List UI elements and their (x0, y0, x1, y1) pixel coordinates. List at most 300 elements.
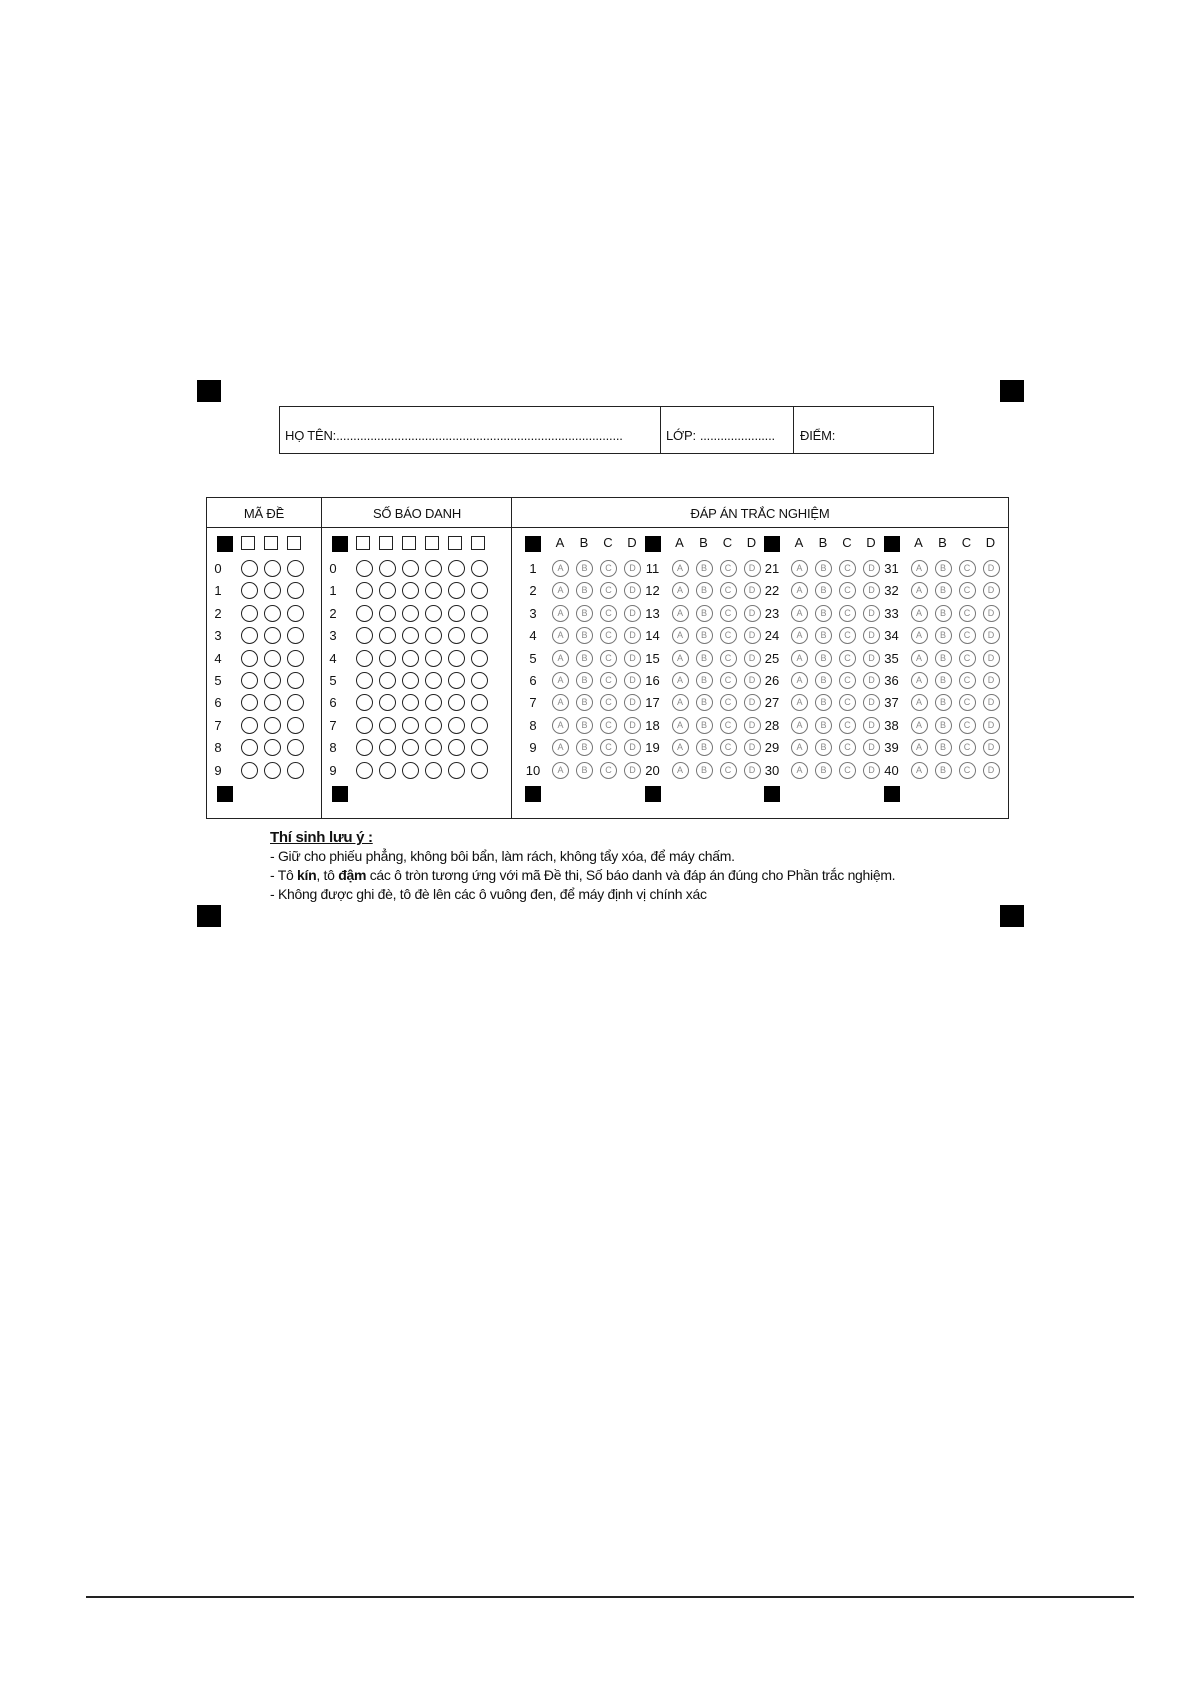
answer-bubble[interactable]: A (672, 605, 689, 622)
exam-code-bubble[interactable] (241, 650, 258, 667)
candidate-number-digit-box[interactable] (379, 536, 393, 550)
candidate-number-bubble[interactable] (471, 717, 488, 734)
answer-bubble[interactable]: C (959, 627, 976, 644)
answer-bubble[interactable]: B (696, 717, 713, 734)
exam-code-bottom-mark (217, 786, 233, 802)
exam-code-digit-box[interactable] (264, 536, 278, 550)
answer-bubble[interactable]: D (624, 627, 641, 644)
answer-bubble[interactable]: C (959, 694, 976, 711)
answer-bubble[interactable]: D (624, 694, 641, 711)
candidate-number-bubble[interactable] (402, 694, 419, 711)
answer-bubble[interactable]: D (863, 582, 880, 599)
answer-bubble[interactable]: C (600, 672, 617, 689)
answer-bubble[interactable]: C (600, 717, 617, 734)
candidate-number-digit-box[interactable] (471, 536, 485, 550)
answer-bubble[interactable]: B (696, 627, 713, 644)
answer-bubble[interactable]: A (552, 762, 569, 779)
exam-code-bubble[interactable] (287, 717, 304, 734)
exam-code-bubble[interactable] (241, 717, 258, 734)
candidate-number-bubble[interactable] (379, 672, 396, 689)
exam-code-bubble[interactable] (264, 560, 281, 577)
candidate-number-bubble[interactable] (356, 694, 373, 711)
answer-bubble[interactable]: B (576, 605, 593, 622)
candidate-number-bubble[interactable] (402, 627, 419, 644)
candidate-number-bubble[interactable] (448, 672, 465, 689)
answer-bubble[interactable]: A (791, 582, 808, 599)
answer-bubble[interactable]: B (815, 605, 832, 622)
candidate-number-bubble[interactable] (356, 650, 373, 667)
exam-code-mark (217, 536, 233, 552)
answer-bubble[interactable]: D (624, 762, 641, 779)
candidate-number-bubble[interactable] (425, 560, 442, 577)
exam-code-bubble[interactable] (287, 672, 304, 689)
answer-bubble[interactable]: A (672, 560, 689, 577)
answer-bubble[interactable]: A (911, 560, 928, 577)
answer-bubble[interactable]: D (863, 762, 880, 779)
answer-bubble[interactable]: A (911, 762, 928, 779)
answer-bubble[interactable]: B (696, 672, 713, 689)
answer-bubble[interactable]: B (935, 582, 952, 599)
answer-bubble[interactable]: C (959, 605, 976, 622)
candidate-number-bubble[interactable] (471, 560, 488, 577)
answer-bubble[interactable]: D (983, 717, 1000, 734)
answer-bubble[interactable]: A (911, 717, 928, 734)
option-header: B (579, 535, 589, 550)
candidate-number-bubble[interactable] (402, 672, 419, 689)
answer-bubble[interactable]: C (839, 605, 856, 622)
option-header: D (866, 535, 876, 550)
candidate-number-bubble[interactable] (471, 627, 488, 644)
candidate-number-bubble[interactable] (471, 650, 488, 667)
answer-bubble[interactable]: A (791, 605, 808, 622)
answer-bubble[interactable]: B (576, 672, 593, 689)
answer-bubble[interactable]: A (911, 582, 928, 599)
candidate-number-bubble[interactable] (402, 717, 419, 734)
candidate-number-bubble[interactable] (356, 605, 373, 622)
answer-bubble[interactable]: C (839, 582, 856, 599)
answer-bubble[interactable]: B (935, 739, 952, 756)
answer-bubble[interactable]: B (576, 560, 593, 577)
candidate-number-bubble[interactable] (425, 672, 442, 689)
option-header: A (675, 535, 684, 550)
candidate-number-bubble[interactable] (379, 762, 396, 779)
candidate-number-bubble[interactable] (356, 560, 373, 577)
question-number: 3 (529, 605, 537, 621)
answer-bubble[interactable]: D (624, 582, 641, 599)
answer-bubble[interactable]: B (935, 672, 952, 689)
answer-bubble[interactable]: B (696, 560, 713, 577)
candidate-number-row-label: 3 (329, 628, 337, 644)
answer-bubble[interactable]: D (744, 762, 761, 779)
answer-bubble[interactable]: A (552, 605, 569, 622)
footer-rule (86, 1596, 1134, 1598)
exam-code-bubble[interactable] (264, 650, 281, 667)
question-number: 19 (645, 740, 660, 756)
answer-bubble[interactable]: D (983, 739, 1000, 756)
answer-bubble[interactable]: A (672, 739, 689, 756)
answer-bubble[interactable]: C (959, 672, 976, 689)
candidate-number-bubble[interactable] (379, 650, 396, 667)
class-field[interactable] (660, 407, 793, 453)
answer-bubble[interactable]: D (624, 605, 641, 622)
answer-bubble[interactable]: A (552, 582, 569, 599)
answer-bubble[interactable]: A (911, 672, 928, 689)
candidate-number-bubble[interactable] (471, 694, 488, 711)
candidate-number-digit-box[interactable] (448, 536, 462, 550)
answer-bubble[interactable]: C (720, 694, 737, 711)
answer-bubble[interactable]: A (552, 717, 569, 734)
answer-bubble[interactable]: D (983, 650, 1000, 667)
exam-code-bubble[interactable] (241, 762, 258, 779)
option-header: C (722, 535, 733, 550)
answer-bubble[interactable]: B (815, 627, 832, 644)
answer-bubble[interactable]: B (935, 694, 952, 711)
answer-bubble[interactable]: B (696, 694, 713, 711)
candidate-number-bubble[interactable] (356, 627, 373, 644)
answer-bubble[interactable]: D (624, 560, 641, 577)
answer-bubble[interactable]: C (600, 762, 617, 779)
answer-bubble[interactable]: B (576, 694, 593, 711)
answer-bubble[interactable]: D (744, 650, 761, 667)
candidate-number-bubble[interactable] (471, 762, 488, 779)
exam-code-bubble[interactable] (287, 605, 304, 622)
exam-code-row-label: 7 (214, 717, 222, 733)
question-number: 37 (884, 695, 899, 711)
answer-bubble[interactable]: D (863, 650, 880, 667)
candidate-number-bubble[interactable] (425, 582, 442, 599)
answer-bubble[interactable]: C (959, 762, 976, 779)
exam-code-bubble[interactable] (287, 582, 304, 599)
answer-bubble[interactable]: D (744, 582, 761, 599)
candidate-number-bubble[interactable] (471, 672, 488, 689)
answer-bubble[interactable]: D (744, 605, 761, 622)
answer-block-mark (884, 536, 900, 552)
exam-code-bubble[interactable] (287, 650, 304, 667)
exam-code-bubble[interactable] (287, 627, 304, 644)
answer-bubble[interactable]: A (791, 739, 808, 756)
answer-bubble[interactable]: C (600, 627, 617, 644)
answer-bubble[interactable]: A (791, 694, 808, 711)
candidate-number-row-label: 7 (329, 717, 337, 733)
answer-bubble[interactable]: B (696, 605, 713, 622)
candidate-number-bubble[interactable] (471, 739, 488, 756)
candidate-number-bubble[interactable] (425, 739, 442, 756)
answer-bubble[interactable]: D (624, 672, 641, 689)
answer-bubble[interactable]: D (983, 672, 1000, 689)
answer-bubble[interactable]: C (720, 605, 737, 622)
answer-bubble[interactable]: A (672, 717, 689, 734)
answer-bubble[interactable]: B (935, 762, 952, 779)
answer-bubble[interactable]: A (672, 627, 689, 644)
answer-bubble[interactable]: C (600, 582, 617, 599)
answer-bubble[interactable]: C (839, 739, 856, 756)
exam-code-bubble[interactable] (264, 739, 281, 756)
answer-bubble[interactable]: C (839, 560, 856, 577)
answer-bubble[interactable]: D (863, 672, 880, 689)
answer-bubble[interactable]: A (911, 627, 928, 644)
answer-bubble[interactable]: A (552, 560, 569, 577)
exam-code-bubble[interactable] (241, 605, 258, 622)
answer-bubble[interactable]: B (935, 650, 952, 667)
notes-title: Thí sinh lưu ý : (270, 829, 373, 846)
answer-bubble[interactable]: A (791, 627, 808, 644)
exam-code-bubble[interactable] (264, 605, 281, 622)
candidate-number-bubble[interactable] (356, 582, 373, 599)
answer-bubble[interactable]: A (672, 672, 689, 689)
candidate-number-bubble[interactable] (379, 717, 396, 734)
question-number: 33 (884, 605, 899, 621)
answer-bubble[interactable]: D (983, 627, 1000, 644)
candidate-number-bubble[interactable] (356, 739, 373, 756)
exam-code-bubble[interactable] (287, 739, 304, 756)
question-number: 1 (529, 561, 537, 576)
answer-bubble[interactable]: D (624, 717, 641, 734)
answer-bubble[interactable]: D (983, 582, 1000, 599)
exam-code-digit-box[interactable] (241, 536, 255, 550)
answer-bubble[interactable]: A (911, 739, 928, 756)
answer-bubble[interactable]: B (576, 627, 593, 644)
answer-bubble[interactable]: A (672, 650, 689, 667)
answer-bubble[interactable]: A (911, 650, 928, 667)
exam-code-bubble[interactable] (241, 582, 258, 599)
exam-code-bubble[interactable] (287, 694, 304, 711)
candidate-number-bubble[interactable] (356, 762, 373, 779)
candidate-number-digit-box[interactable] (425, 536, 439, 550)
class-dots: ...................... (699, 427, 775, 443)
answer-bubble[interactable]: A (791, 672, 808, 689)
answer-bubble[interactable]: B (815, 717, 832, 734)
answer-bubble[interactable]: A (672, 694, 689, 711)
name-field[interactable] (280, 407, 660, 453)
answer-bubble[interactable]: D (983, 605, 1000, 622)
answer-bubble[interactable]: D (624, 739, 641, 756)
answer-bubble[interactable]: C (600, 650, 617, 667)
answer-bubble[interactable]: A (672, 582, 689, 599)
answer-bubble[interactable]: C (959, 717, 976, 734)
exam-code-row-label: 6 (214, 695, 222, 711)
exam-code-bubble[interactable] (241, 694, 258, 711)
answer-bubble[interactable]: B (815, 762, 832, 779)
candidate-number-row-label: 9 (329, 762, 337, 778)
exam-code-row-label: 9 (214, 762, 222, 778)
answer-bubble[interactable]: B (696, 650, 713, 667)
answer-bubble[interactable]: C (959, 560, 976, 577)
question-number: 36 (884, 673, 899, 688)
candidate-number-bubble[interactable] (448, 717, 465, 734)
candidate-number-bubble[interactable] (425, 650, 442, 667)
answer-bubble[interactable]: C (720, 739, 737, 756)
candidate-number-bubble[interactable] (402, 605, 419, 622)
candidate-number-bubble[interactable] (379, 560, 396, 577)
answer-bubble[interactable]: D (863, 560, 880, 577)
answer-bubble[interactable]: D (983, 694, 1000, 711)
candidate-number-bubble[interactable] (402, 560, 419, 577)
candidate-number-bubble[interactable] (425, 762, 442, 779)
answer-bubble[interactable]: B (576, 582, 593, 599)
exam-code-bubble[interactable] (264, 627, 281, 644)
exam-code-bubble[interactable] (264, 582, 281, 599)
answer-bubble[interactable]: B (815, 739, 832, 756)
answer-bubble[interactable]: A (911, 694, 928, 711)
candidate-number-bubble[interactable] (471, 582, 488, 599)
answer-bubble[interactable]: D (624, 650, 641, 667)
candidate-number-bubble[interactable] (379, 582, 396, 599)
question-number: 21 (764, 561, 780, 576)
candidate-number-bubble[interactable] (471, 605, 488, 622)
answer-bubble[interactable]: D (983, 762, 1000, 779)
exam-code-bubble[interactable] (264, 672, 281, 689)
candidate-number-digit-box[interactable] (356, 536, 370, 550)
answer-bubble[interactable]: D (744, 560, 761, 577)
answer-bubble[interactable]: B (576, 717, 593, 734)
answer-bubble[interactable]: C (720, 762, 737, 779)
score-field[interactable] (793, 407, 933, 453)
answer-bubble[interactable]: B (815, 650, 832, 667)
candidate-number-bubble[interactable] (448, 605, 465, 622)
answer-bubble[interactable]: D (744, 717, 761, 734)
answer-bubble[interactable]: C (839, 717, 856, 734)
answer-bubble[interactable]: C (720, 582, 737, 599)
answer-bubble[interactable]: B (696, 582, 713, 599)
answer-bubble[interactable]: B (696, 762, 713, 779)
corner-mark-bottom-left (197, 905, 221, 927)
candidate-number-bubble[interactable] (448, 582, 465, 599)
candidate-number-bubble[interactable] (356, 717, 373, 734)
candidate-number-bubble[interactable] (402, 739, 419, 756)
answer-bubble[interactable]: B (815, 560, 832, 577)
question-number: 30 (764, 762, 780, 778)
candidate-number-bubble[interactable] (356, 672, 373, 689)
candidate-number-bubble[interactable] (379, 605, 396, 622)
candidate-number-bubble[interactable] (402, 582, 419, 599)
answer-bubble[interactable]: D (863, 739, 880, 756)
candidate-number-bubble[interactable] (448, 739, 465, 756)
answer-bubble[interactable]: D (744, 694, 761, 711)
answer-bubble[interactable]: A (552, 627, 569, 644)
answer-bubble[interactable]: C (720, 560, 737, 577)
answer-bubble[interactable]: C (839, 650, 856, 667)
answer-bubble[interactable]: C (600, 694, 617, 711)
answer-bubble[interactable]: B (815, 672, 832, 689)
answer-bubble[interactable]: C (720, 650, 737, 667)
answer-bubble[interactable]: B (696, 739, 713, 756)
question-number: 18 (645, 717, 660, 733)
answer-bubble[interactable]: C (720, 717, 737, 734)
answer-bubble[interactable]: B (576, 650, 593, 667)
candidate-number-bubble[interactable] (425, 605, 442, 622)
answer-bubble[interactable]: B (935, 627, 952, 644)
answers-section (511, 498, 1008, 818)
answer-bubble[interactable]: A (791, 717, 808, 734)
candidate-number-bubble[interactable] (448, 627, 465, 644)
exam-code-bubble[interactable] (241, 672, 258, 689)
candidate-number-bubble[interactable] (379, 694, 396, 711)
answer-bubble[interactable]: B (576, 739, 593, 756)
answer-bubble[interactable]: D (863, 694, 880, 711)
answer-bubble[interactable]: C (600, 739, 617, 756)
answer-sheet (206, 497, 1009, 819)
candidate-number-bubble[interactable] (448, 560, 465, 577)
answer-bubble[interactable]: D (744, 739, 761, 756)
candidate-number-digit-box[interactable] (402, 536, 416, 550)
answer-bubble[interactable]: A (552, 694, 569, 711)
candidate-number-bubble[interactable] (425, 717, 442, 734)
exam-code-bubble[interactable] (264, 762, 281, 779)
answer-bubble[interactable]: A (552, 672, 569, 689)
answer-bubble[interactable]: C (839, 672, 856, 689)
candidate-number-bubble[interactable] (425, 627, 442, 644)
answer-bubble[interactable]: B (935, 560, 952, 577)
question-number: 25 (764, 650, 780, 666)
answer-bubble[interactable]: A (791, 560, 808, 577)
exam-code-bubble[interactable] (241, 739, 258, 756)
answer-bubble[interactable]: C (959, 650, 976, 667)
exam-code-bubble[interactable] (241, 560, 258, 577)
answer-bubble[interactable]: C (720, 627, 737, 644)
exam-code-bubble[interactable] (287, 762, 304, 779)
candidate-number-bubble[interactable] (402, 650, 419, 667)
answer-bubble[interactable]: C (720, 672, 737, 689)
question-number: 31 (884, 561, 899, 576)
candidate-number-bubble[interactable] (425, 694, 442, 711)
option-header: A (555, 535, 565, 550)
candidate-number-bubble[interactable] (448, 762, 465, 779)
candidate-number-bubble[interactable] (448, 650, 465, 667)
answer-bubble[interactable]: D (983, 560, 1000, 577)
answer-bubble[interactable]: C (839, 627, 856, 644)
exam-code-bubble[interactable] (264, 694, 281, 711)
answer-bubble[interactable]: C (839, 762, 856, 779)
candidate-number-bubble[interactable] (379, 627, 396, 644)
candidate-number-bubble[interactable] (402, 762, 419, 779)
answer-block-mark (764, 536, 780, 552)
answer-bubble[interactable]: B (935, 605, 952, 622)
exam-code-row-label: 4 (214, 650, 222, 666)
answer-bubble[interactable]: D (863, 627, 880, 644)
class-label: LỚP: (666, 427, 696, 443)
answer-bubble[interactable]: B (815, 582, 832, 599)
exam-code-bubble[interactable] (287, 560, 304, 577)
exam-code-bubble[interactable] (264, 717, 281, 734)
name-label: HỌ TÊN: (285, 427, 337, 443)
exam-code-digit-box[interactable] (287, 536, 301, 550)
exam-code-bubble[interactable] (241, 627, 258, 644)
answer-bubble[interactable]: B (815, 694, 832, 711)
answer-bubble[interactable]: A (911, 605, 928, 622)
candidate-number-bubble[interactable] (379, 739, 396, 756)
answer-bubble[interactable]: D (863, 605, 880, 622)
candidate-number-bubble[interactable] (448, 694, 465, 711)
answer-bubble[interactable]: B (576, 762, 593, 779)
exam-code-row-label: 2 (214, 605, 222, 621)
answer-bubble[interactable]: C (959, 582, 976, 599)
answer-bubble[interactable]: C (839, 694, 856, 711)
answer-bubble[interactable]: A (791, 762, 808, 779)
answer-bubble[interactable]: C (959, 739, 976, 756)
answer-bubble[interactable]: A (672, 762, 689, 779)
answer-bubble[interactable]: C (600, 560, 617, 577)
question-number: 5 (529, 650, 537, 666)
answer-block-mark (645, 536, 661, 552)
answer-bubble[interactable]: B (935, 717, 952, 734)
answer-bubble[interactable]: D (863, 717, 880, 734)
answer-bubble[interactable]: A (791, 650, 808, 667)
answer-bubble[interactable]: D (744, 672, 761, 689)
answer-bubble[interactable]: A (552, 739, 569, 756)
answer-bubble[interactable]: A (552, 650, 569, 667)
answer-bubble[interactable]: D (744, 627, 761, 644)
answer-bubble[interactable]: C (600, 605, 617, 622)
